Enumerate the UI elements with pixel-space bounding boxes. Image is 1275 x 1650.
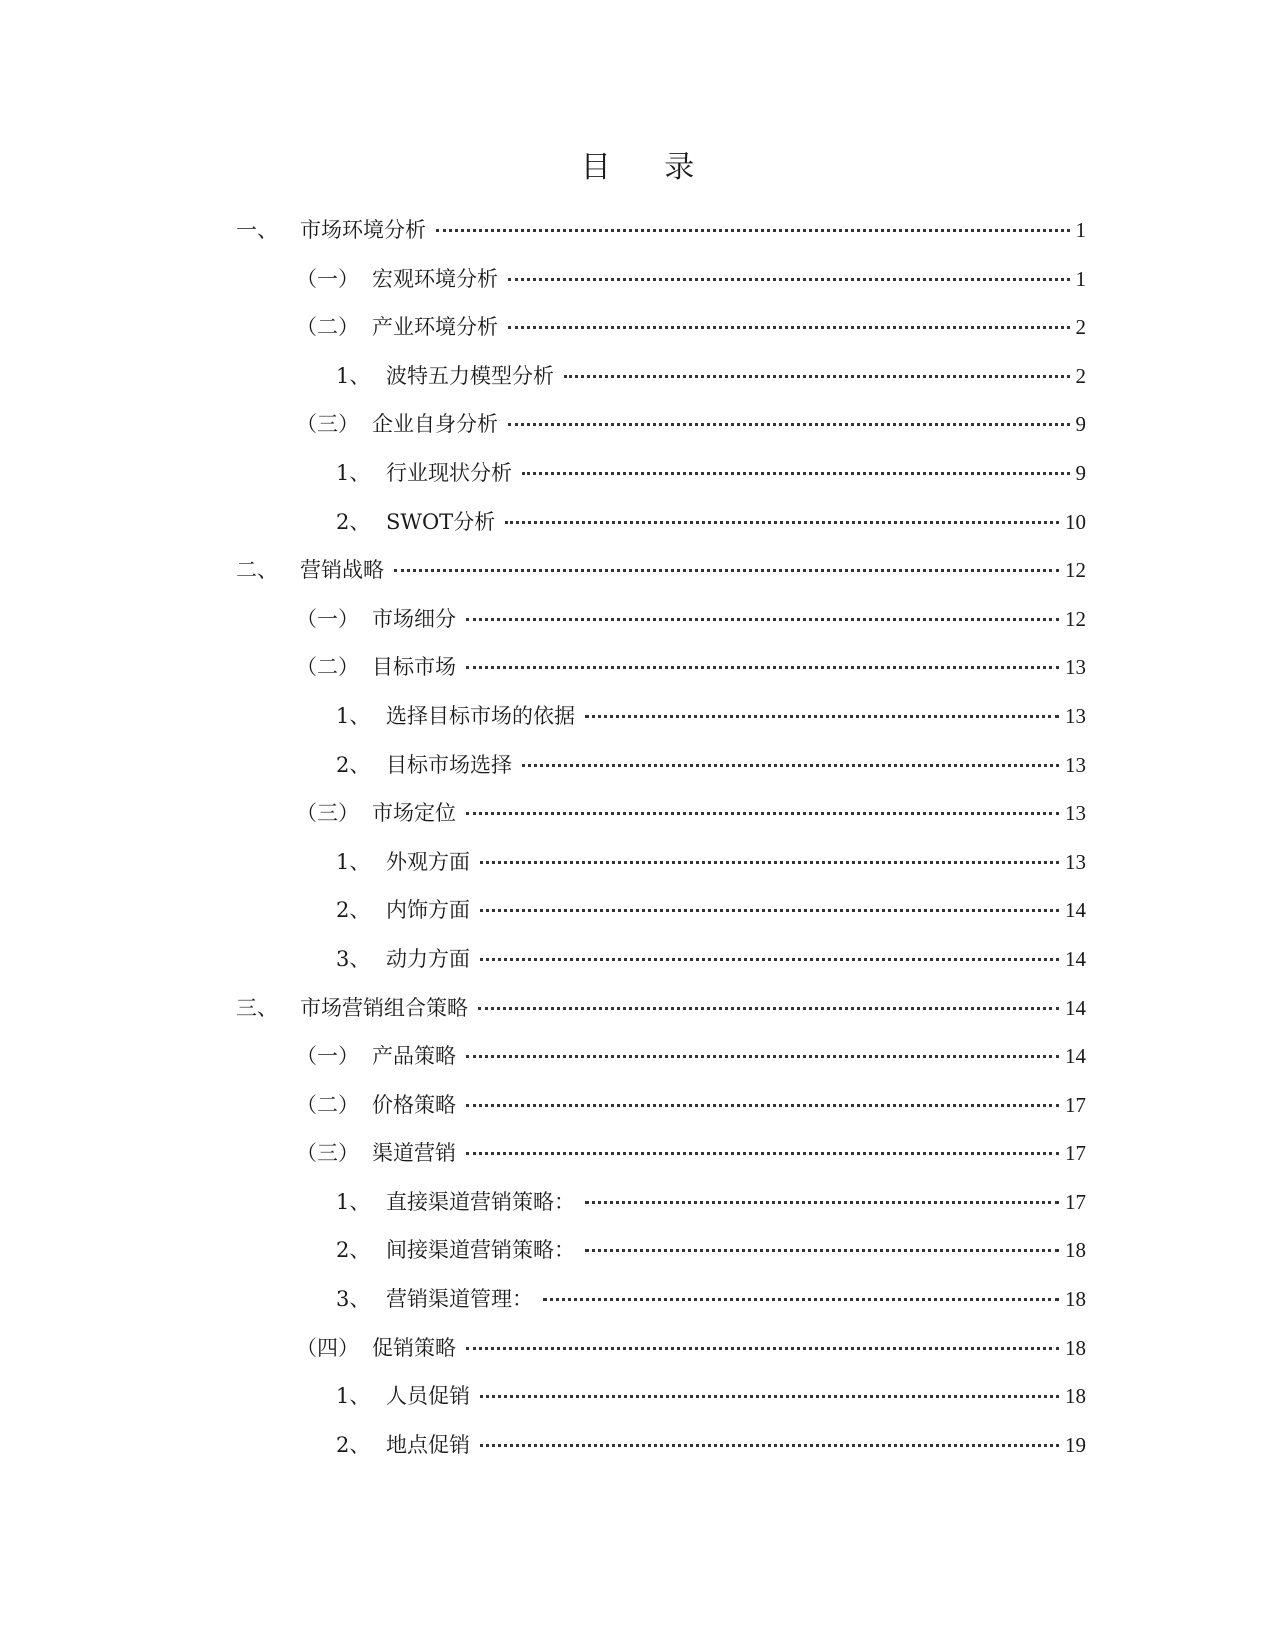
entry-page-number: 1: [1075, 218, 1086, 242]
dot-leader: [585, 1249, 1059, 1252]
entry-page-number: 1: [1075, 266, 1086, 291]
entry-number: 1、: [336, 1189, 371, 1214]
dot-leader: [508, 278, 1070, 281]
toc-entry-level-3[interactable]: [0, 702, 1275, 751]
toc-entry-level-3[interactable]: [0, 508, 1275, 557]
entry-label: 产品策略: [372, 1044, 456, 1069]
toc-title: 目 录: [580, 150, 717, 185]
entry-page-number: 12: [1065, 558, 1086, 583]
entry-label: 动力方面: [386, 946, 470, 971]
toc-list: [0, 216, 1275, 1479]
entry-number: （三）: [296, 1141, 359, 1166]
entry-number: （三）: [296, 801, 359, 826]
entry-label: 市场营销组合策略: [300, 995, 468, 1020]
entry-number: 一、: [236, 218, 278, 242]
entry-page-number: 13: [1065, 655, 1086, 680]
toc-entry-level-1[interactable]: [0, 994, 1275, 1043]
toc-entry-level-3[interactable]: [0, 1285, 1275, 1334]
entry-page-number: 17: [1065, 1141, 1086, 1166]
dot-leader: [466, 1152, 1059, 1155]
toc-entry-level-3[interactable]: [0, 896, 1275, 945]
entry-page-number: 9: [1075, 460, 1086, 485]
entry-page-number: 2: [1075, 363, 1086, 388]
entry-label: 企业自身分析: [372, 412, 498, 437]
entry-label: 地点促销: [386, 1432, 470, 1457]
dot-leader: [466, 1055, 1059, 1058]
dot-leader: [564, 375, 1070, 378]
entry-page-number: 2: [1075, 315, 1086, 340]
entry-page-number: 14: [1065, 1044, 1086, 1069]
entry-number: 1、: [336, 460, 371, 485]
entry-number: 二、: [236, 558, 278, 583]
toc-entry-level-3[interactable]: [0, 459, 1275, 508]
entry-page-number: 12: [1065, 606, 1086, 631]
toc-entry-level-2[interactable]: [0, 605, 1275, 654]
entry-page-number: 14: [1065, 898, 1086, 923]
toc-entry-level-3[interactable]: [0, 1236, 1275, 1285]
toc-entry-level-3[interactable]: [0, 751, 1275, 800]
dot-leader: [466, 1104, 1059, 1107]
entry-label: 波特五力模型分析: [386, 363, 554, 388]
entry-number: （二）: [296, 315, 359, 340]
entry-label: 市场细分: [372, 606, 456, 631]
entry-page-number: 13: [1065, 752, 1086, 777]
dot-leader: [585, 715, 1059, 718]
dot-leader: [466, 812, 1059, 815]
dot-leader: [522, 472, 1070, 475]
entry-number: 1、: [336, 363, 371, 388]
entry-number: （一）: [296, 1044, 359, 1069]
toc-entry-level-3[interactable]: [0, 1431, 1275, 1480]
entry-page-number: 13: [1065, 849, 1086, 874]
dot-leader: [508, 326, 1070, 329]
entry-number: （二）: [296, 655, 359, 680]
toc-entry-level-1[interactable]: [0, 556, 1275, 605]
entry-page-number: 18: [1065, 1287, 1086, 1312]
dot-leader: [436, 229, 1070, 232]
entry-label: 渠道营销: [372, 1141, 456, 1166]
entry-page-number: 9: [1075, 412, 1086, 437]
entry-number: 三、: [236, 995, 278, 1020]
dot-leader: [478, 1007, 1059, 1010]
entry-number: （三）: [296, 412, 359, 437]
dot-leader: [480, 1395, 1059, 1398]
dot-leader: [466, 666, 1059, 669]
toc-entry-level-1[interactable]: [0, 216, 1275, 265]
entry-page-number: 14: [1065, 946, 1086, 971]
entry-label: 宏观环境分析: [372, 266, 498, 291]
entry-number: 3、: [336, 946, 371, 971]
entry-label: 目标市场: [372, 655, 456, 680]
entry-label: 产业环境分析: [372, 315, 498, 340]
entry-label: SWOT分析: [386, 509, 496, 534]
toc-entry-level-3[interactable]: [0, 1382, 1275, 1431]
toc-entry-level-2[interactable]: [0, 1334, 1275, 1383]
entry-number: 2、: [336, 752, 371, 777]
entry-label: 目标市场选择: [386, 752, 512, 777]
toc-entry-level-2[interactable]: [0, 1091, 1275, 1140]
entry-number: （四）: [296, 1335, 359, 1360]
toc-entry-level-2[interactable]: [0, 653, 1275, 702]
toc-entry-level-2[interactable]: [0, 799, 1275, 848]
dot-leader: [466, 618, 1059, 621]
entry-label: 营销战略: [300, 558, 384, 583]
entry-number: 1、: [336, 703, 371, 728]
dot-leader: [508, 423, 1070, 426]
dot-leader: [522, 764, 1059, 767]
entry-label: 外观方面: [386, 849, 470, 874]
entry-label: 促销策略: [372, 1335, 456, 1360]
dot-leader: [480, 958, 1059, 961]
dot-leader: [480, 1444, 1059, 1447]
entry-page-number: 18: [1065, 1238, 1086, 1263]
entry-label: 选择目标市场的依据: [386, 703, 575, 728]
entry-page-number: 18: [1065, 1335, 1086, 1360]
dot-leader: [480, 861, 1059, 864]
entry-number: （二）: [296, 1092, 359, 1117]
entry-label: 营销渠道管理：: [386, 1287, 533, 1312]
dot-leader: [480, 909, 1059, 912]
toc-entry-level-3[interactable]: [0, 848, 1275, 897]
toc-entry-level-2[interactable]: [0, 410, 1275, 459]
entry-page-number: 13: [1065, 703, 1086, 728]
dot-leader: [543, 1298, 1059, 1301]
toc-entry-level-3[interactable]: [0, 1188, 1275, 1237]
toc-entry-level-3[interactable]: [0, 945, 1275, 994]
toc-entry-level-2[interactable]: [0, 265, 1275, 314]
entry-number: 1、: [336, 1384, 371, 1409]
entry-label: 内饰方面: [386, 898, 470, 923]
entry-label: 直接渠道营销策略：: [386, 1189, 575, 1214]
dot-leader: [466, 1347, 1059, 1350]
entry-label: 间接渠道营销策略：: [386, 1238, 575, 1263]
entry-label: 价格策略: [372, 1092, 456, 1117]
entry-label: 人员促销: [386, 1384, 470, 1409]
entry-page-number: 10: [1065, 509, 1086, 534]
toc-entry-level-2[interactable]: [0, 1042, 1275, 1091]
entry-label: 行业现状分析: [386, 460, 512, 485]
entry-page-number: 17: [1065, 1189, 1086, 1214]
entry-page-number: 17: [1065, 1092, 1086, 1117]
entry-page-number: 13: [1065, 801, 1086, 826]
entry-number: 2、: [336, 509, 371, 534]
entry-number: （一）: [296, 606, 359, 631]
entry-number: （一）: [296, 266, 359, 291]
dot-leader: [394, 569, 1059, 572]
toc-entry-level-2[interactable]: [0, 1139, 1275, 1188]
entry-page-number: 14: [1065, 995, 1086, 1020]
dot-leader: [585, 1201, 1059, 1204]
entry-number: 1、: [336, 849, 371, 874]
toc-entry-level-2[interactable]: [0, 313, 1275, 362]
entry-page-number: 18: [1065, 1384, 1086, 1409]
entry-number: 3、: [336, 1287, 371, 1312]
entry-label: 市场环境分析: [300, 218, 426, 242]
dot-leader: [505, 521, 1059, 524]
entry-page-number: 19: [1065, 1432, 1086, 1457]
toc-entry-level-3[interactable]: [0, 362, 1275, 411]
entry-number: 2、: [336, 1238, 371, 1263]
entry-number: 2、: [336, 1432, 371, 1457]
entry-label: 市场定位: [372, 801, 456, 826]
entry-number: 2、: [336, 898, 371, 923]
